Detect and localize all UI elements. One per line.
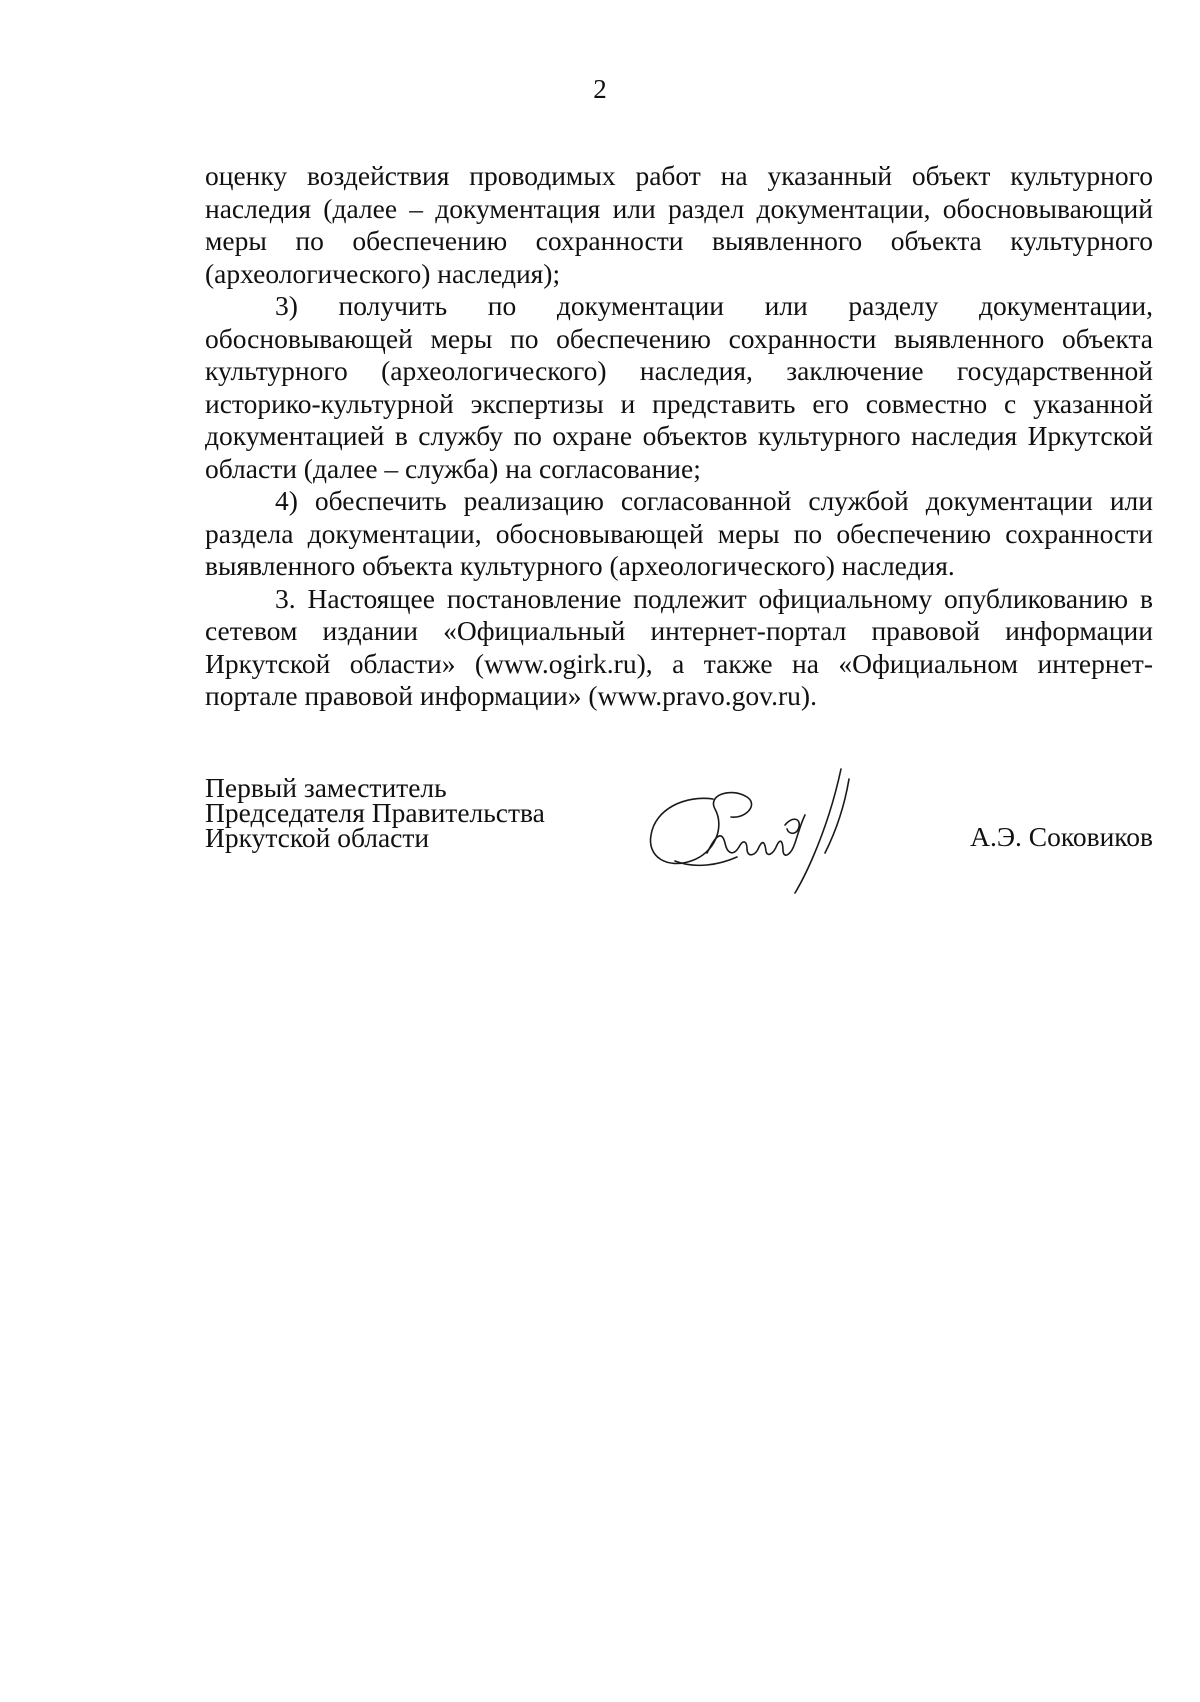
signer-position-line: Иркутской области (205, 822, 430, 853)
page-number: 2 (593, 74, 607, 104)
paragraph-item-3: 3) получить по документации или разделу документации, обосновывающей меры по обеспечению сохранности выявленного объекта культурного (археологического) наследия, заключение государственной историко-культурной экспертизы и представить его совместно с указанной документацией в службу по охране объектов культурного наследия Иркутской области (далее – служба) на согласование; (205, 290, 1153, 484)
paragraph-publication: 3. Настоящее постановление подлежит официальному опубликованию в сетевом издании «Официальный интернет-портал правовой информации Иркутской области» (www.ogirk.ru), а также на «Официальном интернет-портале правовой информации» (www.pravo.gov.ru). (205, 582, 1153, 711)
signer-position (205, 772, 545, 853)
signature-block (205, 772, 1153, 915)
document-body (205, 160, 1153, 713)
signer-position-line: Первый заместитель (205, 772, 447, 803)
signer-position-line: Председателя Правительства (205, 797, 545, 828)
paragraph-continuation: оценку воздействия проводимых работ на указанный объект культурного наследия (далее – документация или раздел документации, обосновывающий меры по обеспечению сохранности выявленного объекта культурного (археологического) наследия); (205, 160, 1153, 289)
handwritten-signature (635, 757, 865, 897)
paragraph-item-4: 4) обеспечить реализацию согласованной службой документации или раздела документации, обосновывающей меры по обеспечению сохранности выявленного объекта культурного (археологического) наследия. (205, 485, 1153, 581)
signer-name: А.Э. Соковиков (970, 821, 1153, 852)
